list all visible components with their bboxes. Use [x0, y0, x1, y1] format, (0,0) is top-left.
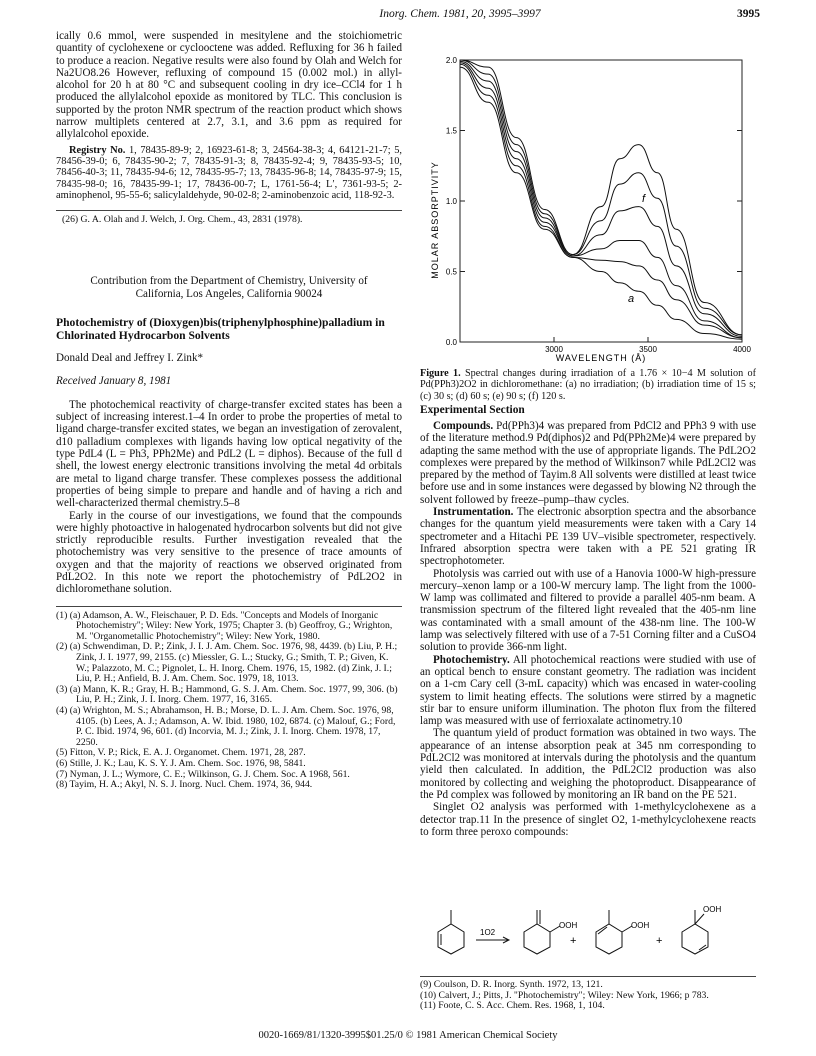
reference-item: (4) (a) Wrighton, M. S.; Abrahamson, H. B.; Morse, D. L. J. Am. Chem. Soc. 1976, 98, 4105. (b) Lees, A. J.; Adamson, A. W. Ibid. 1980, 102, 6874. (c) Malouf, G.; Ford, P. C. Ibid. 1974, 96, 601. (d) Incorvia, M. J.; Zink, J. I. Inorg. Chem. 1978, 17, 2250.	[56, 704, 396, 748]
methylcyclohexene-ring	[438, 924, 464, 954]
journal-header: Inorg. Chem. 1981, 20, 3995–3997	[379, 8, 541, 20]
spectral-curves	[460, 60, 742, 339]
x-tick-label: 3000	[545, 345, 563, 354]
plus-sign-2: +	[656, 935, 663, 947]
y-axis-ticks	[446, 56, 742, 347]
spectral-figure	[420, 54, 756, 364]
left-column	[56, 30, 402, 791]
y-axis-label: MOLAR ABSORPTIVITY	[430, 161, 440, 279]
x-tick-label: 4000	[733, 345, 751, 354]
intro-paragraph-2: Early in the course of our investigations, we found that the compounds were highly photoactive in halogenated hydrocarbon solvents but did not give strictly reproducible results. Further investigation revealed that the photochemistry was very sensitive to the presence of trace amounts of oxygen and that the majority of reactions we observed originated from PdL2O2. In this note we report the photochemistry of PdL2O2 in dichloromethane solution.	[56, 509, 402, 596]
y-tick-label: 1.0	[445, 197, 457, 206]
reference-item: (11) Foote, C. S. Acc. Chem. Res. 1968, 1, 104.	[420, 1000, 605, 1012]
page-number: 3995	[737, 8, 760, 20]
ooh-label-1: OOH	[559, 921, 578, 930]
product-1-ring	[524, 924, 550, 954]
page-footer: 0020-1669/81/1320-3995$01.25/0 © 1981 American Chemical Society	[258, 1030, 558, 1041]
y-tick-label: 1.5	[445, 126, 457, 136]
reagent-label: 1O2	[480, 928, 496, 937]
photochemistry-paragraph	[420, 654, 756, 728]
contribution-line: Contribution from the Department of Chemistry, University of California, Los Angeles, California 90024	[90, 275, 368, 300]
received-date: Received January 8, 1981	[56, 374, 172, 387]
right-column	[420, 404, 756, 838]
footnote-rule	[56, 210, 402, 211]
reference-item: (10) Calvert, J.; Pitts, J. "Photochemistry"; Wiley: New York, 1966; p 783.	[420, 989, 709, 1001]
ooh-label-2: OOH	[631, 921, 650, 930]
figure-caption-label: Figure 1.	[420, 368, 461, 379]
compounds-head: Compounds.	[433, 420, 494, 432]
reference-item: (2) (a) Schwendiman, D. P.; Zink, J. I. J. Am. Chem. Soc. 1976, 98, 4439. (b) Liu, P. H.; Zink, J. I. 1977, 99, 2155. (c) Miessler, G. L.; Stucky, G.; Smith, T. P.; Given, K. W.; Palazzoto, M. C.; Pignolet, L. H. Inorg. Chem. 1976, 15, 1982. (d) Zink, J. I.; Liu, P. H.; Anfield, B. J. Am. Chem. Soc. 1979, 18, 1013.	[56, 641, 398, 685]
photochemistry-head: Photochemistry.	[433, 653, 510, 666]
curve-label-f: f	[642, 193, 646, 205]
photochemistry-text: All photochemical reactions were studied with use of an optical bench to ensure constant geometry. The radiation was incident on a 1-cm Cary cell (3-mL capacity) which was encased in water-cooling system to limit heating effects. The solutions were stirred by a magnetic stir bar to ensure uniform illumination. The photon flux from the filtered lamp was measured with use of ferrioxalate actinometry.10	[420, 653, 756, 728]
product-3-ring	[682, 924, 708, 954]
reference-item: (5) Fitton, V. P.; Rick, E. A. J. Organomet. Chem. 1971, 28, 287.	[56, 747, 306, 759]
photolysis-paragraph: Photolysis was carried out with use of a Hanovia 1000-W high-pressure mercury–xenon lamp or a 100-W mercury lamp. The light from the 1000-W lamp was collimated and filtered to provide a parallel 405-nm beam. A transmission spectrum of the filtered light revealed that the 405-nm line was contaminated with a small amount of the 438-nm line. The 100-W lamp was selectively filtered with use of a 7-51 Corning filter and a CuSO4 solution to provide 366-nm light.	[420, 567, 756, 654]
authors: Donald Deal and Jeffrey I. Zink*	[56, 352, 204, 365]
reference-item: (8) Tayim, H. A.; Akyl, N. S. J. Inorg. Nucl. Chem. 1974, 36, 944.	[56, 779, 313, 791]
instrumentation-paragraph	[420, 506, 756, 567]
registry-label: Registry No.	[69, 144, 126, 156]
references-rule	[56, 606, 402, 607]
compounds-paragraph	[420, 420, 756, 506]
instrumentation-head: Instrumentation.	[433, 506, 514, 519]
reference-item: (7) Nyman, J. L.; Wymore, C. E.; Wilkinson, G. J. Chem. Soc. A 1968, 561.	[56, 768, 350, 780]
footnote-26: (26) G. A. Olah and J. Welch, J. Org. Chem., 43, 2831 (1978).	[62, 213, 303, 225]
instrumentation-text: The electronic absorption spectra and the absorbance changes for the quantum yield measurements were taken with a Cary 14 spectrometer and a Hitachi PE 139 UV–visible spectrometer, respectively. Infrared absorption spectra were taken with a PE 521 grating IR spectrophotometer.	[420, 506, 756, 568]
right-references	[420, 976, 756, 1012]
x-axis-label: WAVELENGTH (Å)	[555, 353, 647, 363]
product-2-ring	[596, 924, 622, 954]
reference-list	[56, 611, 402, 791]
reference-item: (3) (a) Mann, K. R.; Gray, H. B.; Hammond, G. S. J. Am. Chem. Soc. 1977, 99, 306. (b) Liu, P. H.; Zink, J. I. Inorg. Chem. 1977, 16, 3165.	[56, 683, 398, 706]
x-axis-ticks	[545, 337, 751, 354]
spectrum-curve-b	[460, 64, 742, 338]
article-title: Photochemistry of (Dioxygen)bis(triphenylphosphine)palladium in Chlorinated Hydrocarbon Solvents	[56, 315, 385, 343]
reference-item: (6) Stille, J. K.; Lau, K. S. Y. J. Am. Chem. Soc. 1976, 98, 5841.	[56, 757, 306, 769]
singlet-oxygen-paragraph: Singlet O2 analysis was performed with 1-methylcyclohexene as a detector trap.11 In the presence of singlet O2, 1-methylcyclohexene reacts to form three peroxo compounds:	[420, 801, 756, 838]
experimental-heading: Experimental Section	[420, 404, 525, 416]
y-tick-label: 0.0	[445, 338, 457, 347]
reference-item: (9) Coulson, D. R. Inorg. Synth. 1972, 13, 121.	[420, 979, 603, 990]
y-tick-label: 0.5	[445, 267, 457, 277]
registry-numbers	[56, 145, 402, 202]
registry-text: 1, 78435-89-9; 2, 16923-61-8; 3, 24564-38-3; 4, 64121-21-7; 5, 78456-39-0; 6, 78435-90-2; 7, 78435-91-3; 8, 78435-92-4; 9, 78435-93-5; 10, 78456-40-3; 11, 78435-94-6; 12, 78435-95-7; 13, 78435-96-8; 14, 78435-97-9; 15, 78435-98-0; 16, 78435-99-1; 17, 78436-00-7; L, 1761-56-4; L′, 7361-93-5; 2-aminophenol, 95-55-6; salicylaldehyde, 90-02-8; 2-aminobenzoic acid, 118-92-3.	[56, 144, 402, 202]
reaction-scheme	[420, 896, 756, 958]
right-footnote-rule	[420, 976, 756, 977]
compounds-text: Pd(PPh3)4 was prepared from PdCl2 and PPh3 9 with use of the literature method.9 Pd(diphos)2 and Pd(PPh2Me)4 were prepared by adapting the same method with the use of appropriate ligands. The PdL2O2 complexes were prepared by the method of Wilkinson7 while PdL2Cl2 was prepared by the method of Tayim.8 All solvents were distilled at least twice before use and in some instances were degassed by blowing N2 through the solvent followed by freeze–pump–thaw cycles.	[420, 420, 756, 506]
x-tick-label: 3500	[639, 345, 657, 354]
ooh-label-3: OOH	[703, 905, 722, 914]
reference-item: (1) (a) Adamson, A. W., Fleischauer, P. D. Eds. "Concepts and Models of Inorganic Photochemistry"; Wiley: New York, 1975; Chapter 3. (b) Geoffroy, G.; Wrighton, M. "Organometallic Photochemistry"; Wiley: New York, 1980.	[56, 609, 393, 642]
quantum-yield-paragraph: The quantum yield of product formation was obtained in two ways. The appearance of an intense absorption peak at 345 nm corresponding to PdL2Cl2 was monitored at intervals during the photolysis and the quantum yield then calculated. In addition, the PdL2Cl2 production was also monitored by collecting and weighing the photoproduct. Disappearance of the Pd complex was followed by monitoring an IR band on the PE 521.	[420, 727, 756, 801]
y-tick-label: 2.0	[445, 56, 457, 65]
intro-paragraph: ically 0.6 mmol, were suspended in mesitylene and the stoichiometric quantity of cyclohexene or cyclooctene was added. Refluxing for 36 h failed to produce a reacion. Negative results were also found by Olah and Welch for Na2UO8.26 However, refluxing of compound 15 (0.002 mol.) in allyl-alcohol for 20 h at 80 °C and subsequent cooling in dry ice–CCl4 for 1 h produced the allylalcohol epoxide as monitored by TLC. This conclusion is supported by the proton NMR spectrum of the reaction product which shows narrow multiplets centered at 2.7, 3.1, and 3.6 ppm as required for allylalcohol epoxide.	[56, 30, 402, 141]
plus-sign-1: +	[570, 935, 577, 947]
curve-label-a: a	[628, 293, 635, 305]
figure-caption	[420, 368, 756, 402]
figure-caption-text: Spectral changes during irradiation of a 1.76 × 10−4 M solution of Pd(PPh3)2O2 in dichloromethane: (a) no irradiation; (b) irradiation time of 15 s; (c) 30 s; (d) 60 s; (e) 90 s; (f) 120 s.	[420, 368, 756, 402]
spectrum-curve-f	[460, 60, 742, 335]
intro-paragraph-1: The photochemical reactivity of charge-transfer excited states has been a subject of increasing interest.1–4 In order to probe the properties of metal to ligand charge-transfer excited states, we began an investigation of zerovalent, d10 palladium complexes with ligands having low optical negativity of the type PdL4 (L = Ph3, PPh2Me) and PdL2 (L = diphos). Because of the full d shell, the lowest energy electronic transitions involving the metal 4d orbitals are metal to ligand charge transfer. These complexes possess the additional properties of being simple to prepare and handle and of having a rich and well-characterized thermal chemistry.5–8	[56, 398, 402, 510]
